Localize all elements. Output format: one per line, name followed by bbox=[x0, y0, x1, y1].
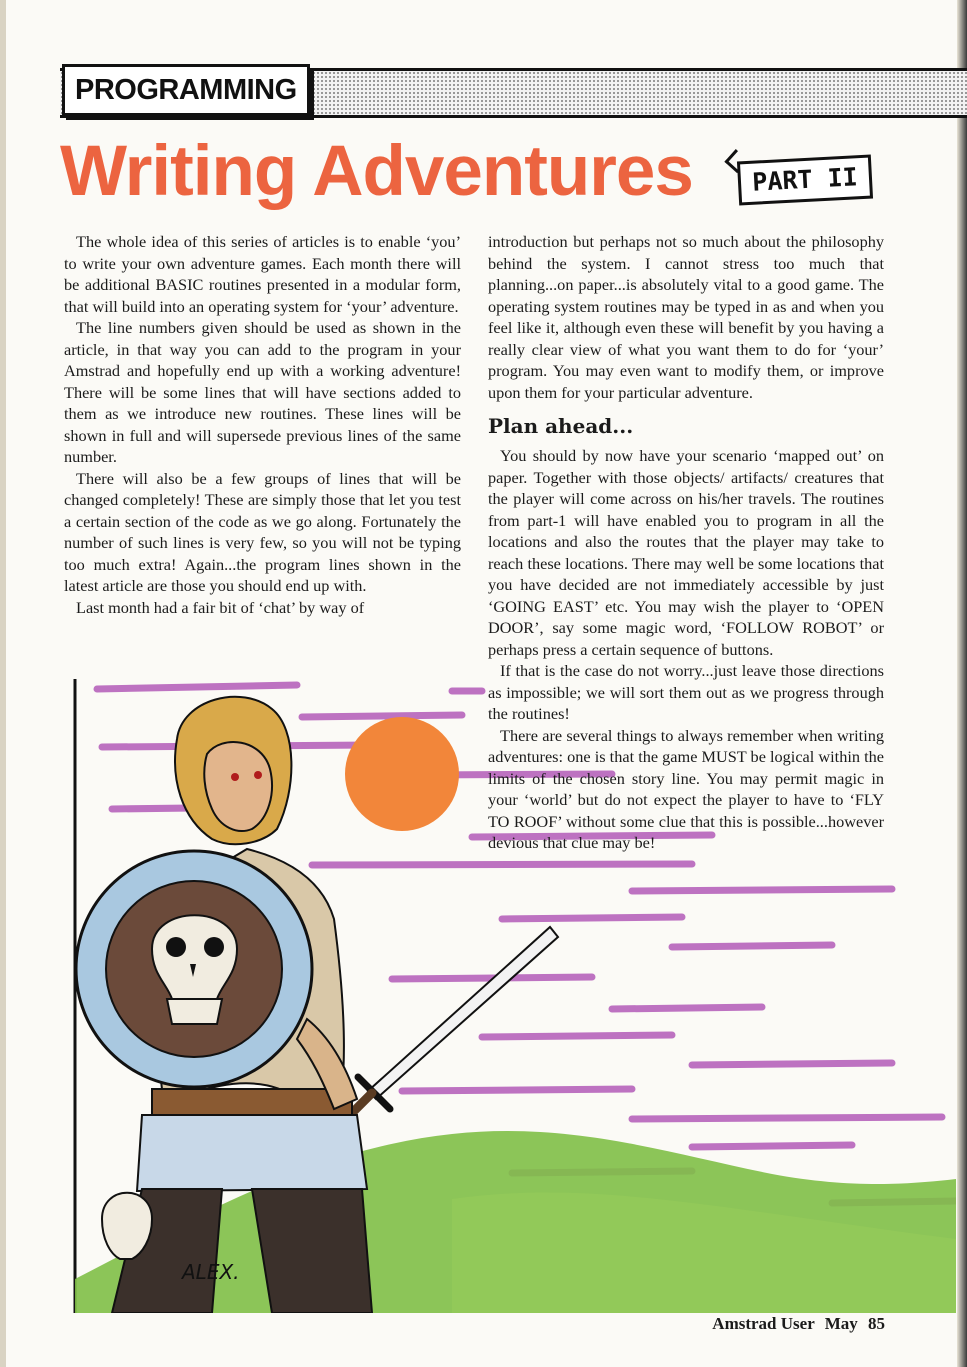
left-column bbox=[64, 231, 461, 618]
artist-signature: ALEX. bbox=[182, 1260, 240, 1284]
paragraph: The whole idea of this series of articles is to enable ‘you’ to write your own adventure games. Each month there will be additional BASIC routines presented in a modular form, that will build into an operating system for ‘your’ adventure. bbox=[64, 232, 461, 316]
article-title: Writing Adventures bbox=[60, 132, 693, 211]
subheading: Plan ahead... bbox=[488, 414, 634, 438]
right-column bbox=[488, 231, 884, 854]
publication-name: Amstrad User bbox=[712, 1314, 815, 1333]
page-gutter-left bbox=[0, 0, 6, 1367]
paragraph: You should by now have your scenario ‘mapped out’ on paper. Together with those objects/ artifacts/ creatures that the player will come across on his/her travels. The routines from part-1 will have enabled you to program in all the locations and also the routes that the player may take to reach these locations. There may well be some locations that you have decided are not immediately accessible by just ‘GOING EAST’ etc. You may wish the player to ‘OPEN DOOR’, say some magic word, ‘FOLLOW ROBOT’ or perhaps press a certain sequence of buttons. bbox=[488, 446, 884, 659]
part-badge: PART II bbox=[737, 155, 873, 206]
section-label: PROGRAMMING bbox=[62, 64, 310, 116]
paragraph: introduction but perhaps not so much about the philosophy behind the system. I cannot stress too much that planning...on paper...is absolutely vital to a good game. The operating system routines may be typed in as and when you feel like it, although even these will benefit by you having a really clear view of what you want them to do for ‘your’ program. You may even want to modify them, or improve upon them for your particular adventure. bbox=[488, 232, 884, 402]
sun-icon bbox=[345, 717, 459, 831]
page-number: 85 bbox=[868, 1314, 885, 1333]
issue-month: May bbox=[824, 1314, 858, 1333]
paragraph: The line numbers given should be used as shown in the article, in that way you can add to the program in your Amstrad and hopefully end up with a working adventure! There will be some lines that will have sections added to them as we introduce new routines. These lines will be shown in full and will supersede previous lines of the same number. bbox=[64, 318, 461, 466]
page-gutter-right bbox=[957, 0, 967, 1367]
paragraph: There will also be a few groups of lines that will be changed completely! These are simply those that let you test a certain section of the code as we go along. Fortunately the number of such lines is very few, so you will not be typing too much extra! Again...the program lines shown in the latest article are those you should end up with. bbox=[64, 468, 461, 595]
paragraph: There are several things to always remember when writing adventures: one is that the game MUST be logical within the limits of the chosen story line. You may permit magic in your ‘world’ but do not expect the player to have to ‘FLY TO ROOF’ without some clue that this is possible...however devious that clue may be! bbox=[488, 725, 884, 852]
paragraph: If that is the case do not worry...just leave those directions as impossible; we will sort them out as we progress through the routines! bbox=[488, 661, 884, 723]
page-footer bbox=[712, 1310, 885, 1338]
paragraph: Last month had a fair bit of ‘chat’ by way of bbox=[76, 597, 365, 617]
skull-shield-icon bbox=[76, 851, 312, 1087]
